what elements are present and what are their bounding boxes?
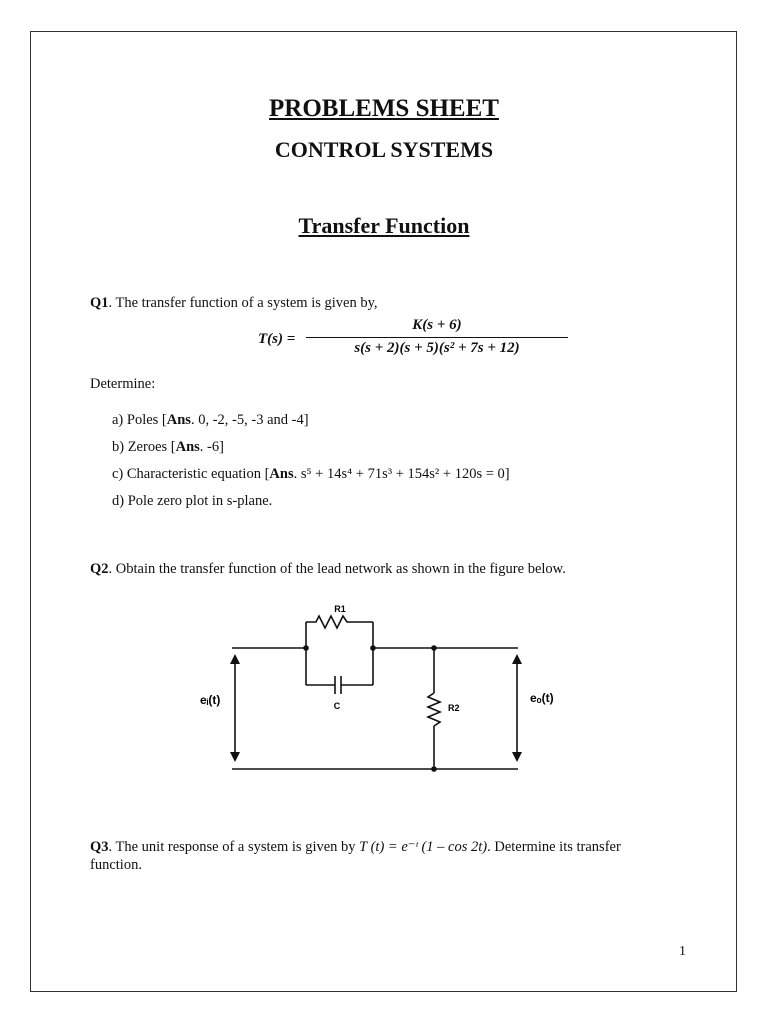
r2-resistor — [428, 693, 440, 726]
q3-text-b: . Determine its transfer — [487, 839, 621, 855]
q1-determine: Determine: — [90, 376, 156, 392]
q1-label: Q1 — [90, 295, 109, 311]
eo-arrowhead-down — [512, 752, 522, 762]
r1-resistor — [306, 616, 373, 628]
q1-text: . The transfer function of a system is given by, — [108, 295, 378, 311]
sheet-subtitle: CONTROL SYSTEMS — [274, 137, 494, 162]
sheet-title: PROBLEMS SHEET — [269, 95, 499, 122]
r2-label: R2 — [448, 703, 460, 713]
node-dot — [431, 645, 437, 651]
eo-arrowhead-up — [512, 654, 522, 664]
node-dot — [303, 645, 309, 651]
ei-label: eᵢ(t) — [200, 693, 221, 707]
ans-label: Ans — [166, 412, 191, 428]
eo-label: eₒ(t) — [530, 691, 554, 705]
item-rest: . s⁵ + 14s⁴ + 71s³ + 154s² + 120s = 0] — [293, 466, 510, 482]
q2-label: Q2 — [90, 561, 109, 577]
q2-text: . Obtain the transfer function of the lead network as shown in the figure below. — [108, 561, 566, 577]
q3-label: Q3 — [90, 839, 109, 855]
equation-numerator: K(s + 6) — [412, 317, 462, 333]
item-rest: . -6] — [199, 439, 224, 455]
ei-arrowhead-down — [230, 752, 240, 762]
section-heading: Transfer Function — [298, 213, 470, 238]
q3-statement — [90, 838, 690, 874]
item-prefix: c) Characteristic equation [ — [112, 466, 270, 482]
c-label: C — [333, 701, 341, 711]
ans-label: Ans — [175, 439, 200, 455]
r1-label: R1 — [334, 604, 346, 614]
item-prefix: d) Pole zero plot in s-plane. — [112, 493, 273, 509]
equation-denominator: s(s + 2)(s + 5)(s² + 7s + 12) — [354, 340, 520, 356]
q3-text-c: function. — [90, 857, 142, 873]
node-dot — [370, 645, 376, 651]
equation-lhs: T(s) = — [258, 331, 296, 347]
node-dot — [431, 766, 437, 772]
page-number: 1 — [679, 944, 686, 959]
q3-text-a: . The unit response of a system is given by — [108, 839, 360, 855]
q3-expression: T (t) = e⁻ᵗ (1 – cos 2t) — [359, 839, 488, 855]
item-prefix: b) Zeroes [ — [112, 439, 176, 455]
item-prefix: a) Poles [ — [112, 412, 167, 428]
item-rest: . 0, -2, -5, -3 and -4] — [190, 412, 309, 428]
ei-arrowhead-up — [230, 654, 240, 664]
ans-label: Ans — [269, 466, 294, 482]
